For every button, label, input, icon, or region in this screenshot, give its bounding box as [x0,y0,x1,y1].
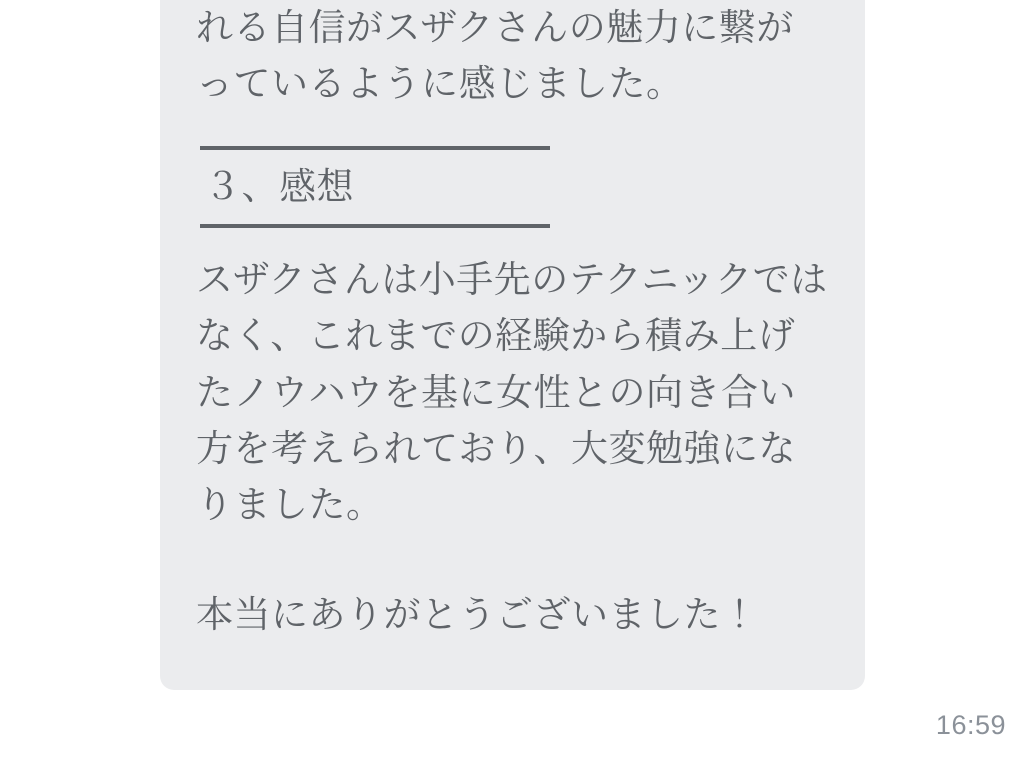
message-continued-text: れる自信がスザクさんの魅力に繋がっているように感じました。 [196,7,794,105]
message-section-heading: ３、感想 [204,166,354,208]
divider-top [200,146,550,150]
message-paragraph-2: 本当にありがとうございました！ [196,594,759,636]
message-bubble-incoming[interactable] [160,0,865,690]
divider-bottom [200,224,550,228]
message-timestamp: 16:59 [935,710,1006,740]
message-paragraph-1: スザクさんは小手先のテクニックではなく、これまでの経験から積み上げたノウハウを基に女性との向き合い方を考えられており、大変勉強になりました。 [196,259,828,526]
